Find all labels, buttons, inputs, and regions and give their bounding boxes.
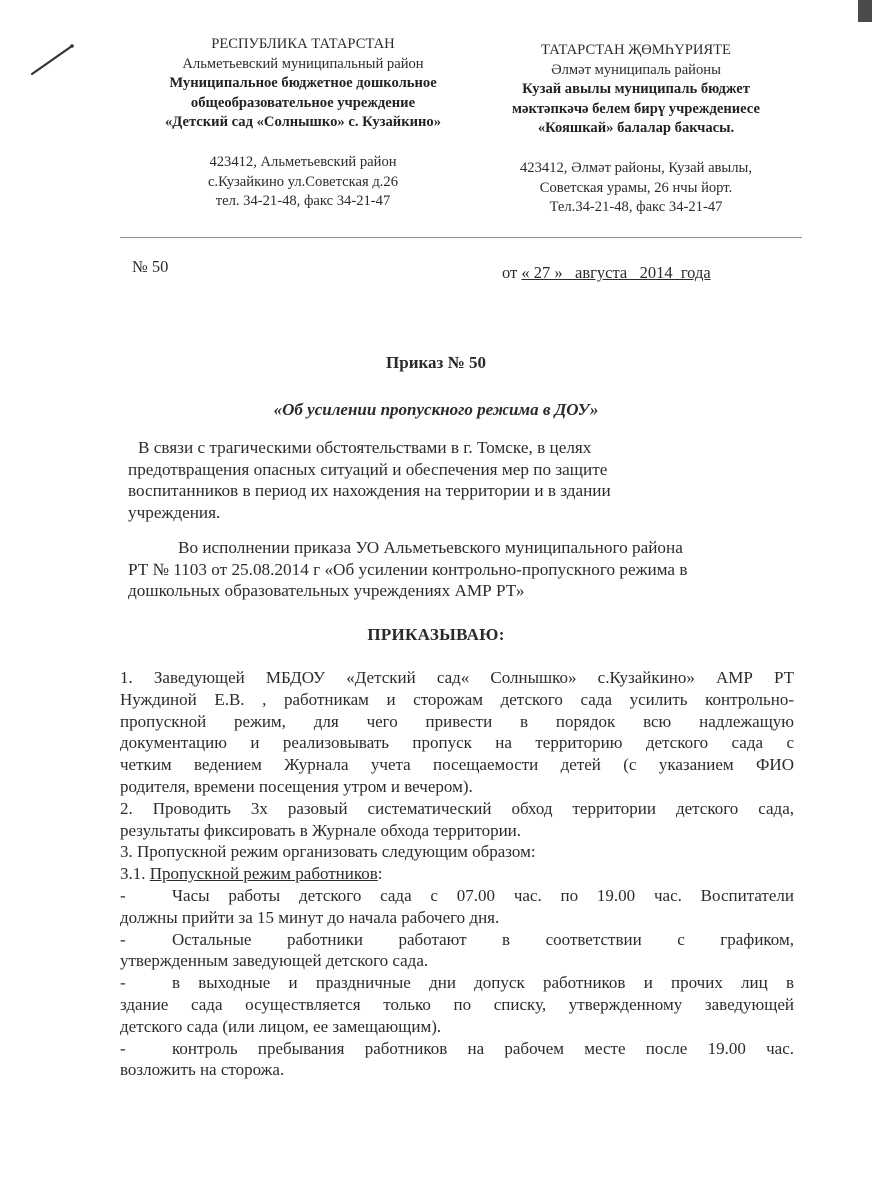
- bullet2-line: Остальные работники работают в соответствии с графиком,: [172, 929, 794, 949]
- bullet4-line: возложить на сторожа.: [120, 1060, 285, 1080]
- header-right-line4: мәктәпкәчә белем бирү учреждениесе: [512, 100, 760, 117]
- item1-line: пропускной режим, для чего привести в порядок всю надлежащую: [120, 711, 794, 731]
- header-right-line5: «Кояшкай» балалар бакчасы.: [537, 120, 735, 137]
- order-title: Приказ № 50: [386, 353, 486, 372]
- header-right-line1: ТАТАРСТАН ҖӨМҺҮРИЯТЕ: [541, 42, 731, 58]
- header-right-line3: Кузай авылы муниципаль бюджет: [522, 81, 750, 98]
- header-right-addr2: Советская урамы, 26 нчы йорт.: [539, 179, 733, 196]
- item1-line: Нуждиной Е.В. , работникам и сторожам детского сада усилить контрольно-: [120, 689, 794, 709]
- order-subtitle: «Об усилении пропускного режима в ДОУ»: [273, 400, 599, 419]
- bullet2-line: утвержденным заведующей детского сада.: [120, 951, 429, 971]
- date-day: « 27 »: [521, 263, 563, 282]
- bullet4-line: контроль пребывания работников на рабочем месте после 19.00 час.: [172, 1038, 794, 1058]
- bullet3-line: в выходные и праздничные дни допуск работников и прочих лиц в: [172, 973, 794, 993]
- header-right-line2: Әлмәт муниципаль районы: [551, 61, 721, 78]
- bullet-dash: -: [120, 1038, 126, 1058]
- bullet-dash: -: [120, 973, 126, 993]
- bullet3-line: детского сада (или лицом, ее замещающим).: [120, 1016, 442, 1036]
- header-divider: [120, 237, 802, 238]
- item-3-1: [120, 863, 794, 885]
- item31-number: 3.1.: [120, 864, 150, 884]
- preamble1-line: В связи с трагическими обстоятельствами в г. Томске, в целях: [138, 438, 592, 457]
- item2-line: 2. Проводить 3х разовый систематический обход территории детского сада,: [120, 798, 794, 818]
- item-2: [120, 798, 794, 842]
- preamble-paragraph-1: [128, 437, 611, 523]
- item-1: [120, 667, 794, 798]
- header-left-addr2: с.Кузайкино ул.Советская д.26: [207, 173, 399, 190]
- item1-line: четким ведением Журнала учета посещаемости детей (с указанием ФИО: [120, 755, 794, 775]
- item31-colon: :: [377, 864, 383, 884]
- bullet1-line: должны прийти за 15 минут до начала рабочего дня.: [120, 907, 500, 927]
- bullet-4: [120, 1038, 794, 1082]
- header-left-line4: общеобразовательное учреждение: [190, 94, 416, 111]
- item1-line: родителя, времени посещения утром и вечером).: [120, 776, 473, 796]
- preamble1-line: воспитанников в период их нахождения на территории и в здании: [128, 481, 611, 500]
- header-right-addr3: Тел.34-21-48, факс 34-21-47: [549, 199, 723, 216]
- bullet-3: [120, 972, 794, 1037]
- order-heading: ПРИКАЗЫВАЮ:: [367, 625, 505, 644]
- header-left-line5: «Детский сад «Солнышко» с. Кузайкино»: [164, 114, 442, 131]
- bullet3-line: здание сада осуществляется только по списку, утвержденному заведующей: [120, 994, 794, 1014]
- item1-line: 1. Заведующей МБДОУ «Детский сад« Солнышко» с.Кузайкино» АМР РТ: [120, 668, 794, 687]
- preamble1-line: предотвращения опасных ситуаций и обеспечения мер по защите: [128, 459, 608, 479]
- bullet-dash: -: [120, 929, 126, 949]
- header-left-addr1: 423412, Альметьевский район: [209, 153, 397, 170]
- header-right-addr1: 423412, Әлмәт районы, Кузай авылы,: [520, 159, 752, 176]
- header-left-line1: РЕСПУБЛИКА ТАТАРСТАН: [211, 36, 395, 52]
- header-left-block: [118, 35, 488, 212]
- item-3: 3. Пропускной режим организовать следующим образом:: [120, 842, 536, 862]
- pen-stroke-mark: [28, 40, 80, 80]
- preamble2-line: РТ № 1103 от 25.08.2014 г «Об усилении контрольно-пропускного режима в: [128, 559, 688, 579]
- item31-heading: Пропускной режим работников: [149, 864, 378, 884]
- date-month-year: августа 2014 года: [562, 263, 711, 282]
- item1-line: документацию и реализовывать пропуск на территорию детского сада с: [120, 733, 794, 753]
- header-left-line2: Альметьевский муниципальный район: [182, 55, 424, 72]
- order-items: [120, 667, 794, 1081]
- bullet-2: [120, 929, 794, 973]
- item2-line: результаты фиксировать в Журнале обхода территории.: [120, 820, 522, 840]
- header-left-addr3: тел. 34-21-48, факс 34-21-47: [215, 193, 391, 210]
- header-right-block: [486, 41, 786, 218]
- preamble2-line: дошкольных образовательных учреждениях АМР РТ»: [128, 581, 525, 600]
- preamble2-line: Во исполнении приказа УО Альметьевского муниципального района: [178, 538, 683, 557]
- preamble-paragraph-2: [128, 537, 687, 602]
- bullet-1: [120, 885, 794, 929]
- header-left-line3: Муниципальное бюджетное дошкольное: [169, 75, 437, 92]
- scan-corner-mark: [858, 0, 872, 22]
- document-date: [502, 263, 711, 283]
- bullet-dash: -: [120, 885, 126, 905]
- document-number: № 50: [132, 257, 169, 276]
- date-prefix: от: [502, 263, 522, 282]
- bullet1-line: Часы работы детского сада с 07.00 час. по 19.00 час. Воспитатели: [172, 885, 794, 905]
- preamble1-line: учреждения.: [128, 502, 221, 522]
